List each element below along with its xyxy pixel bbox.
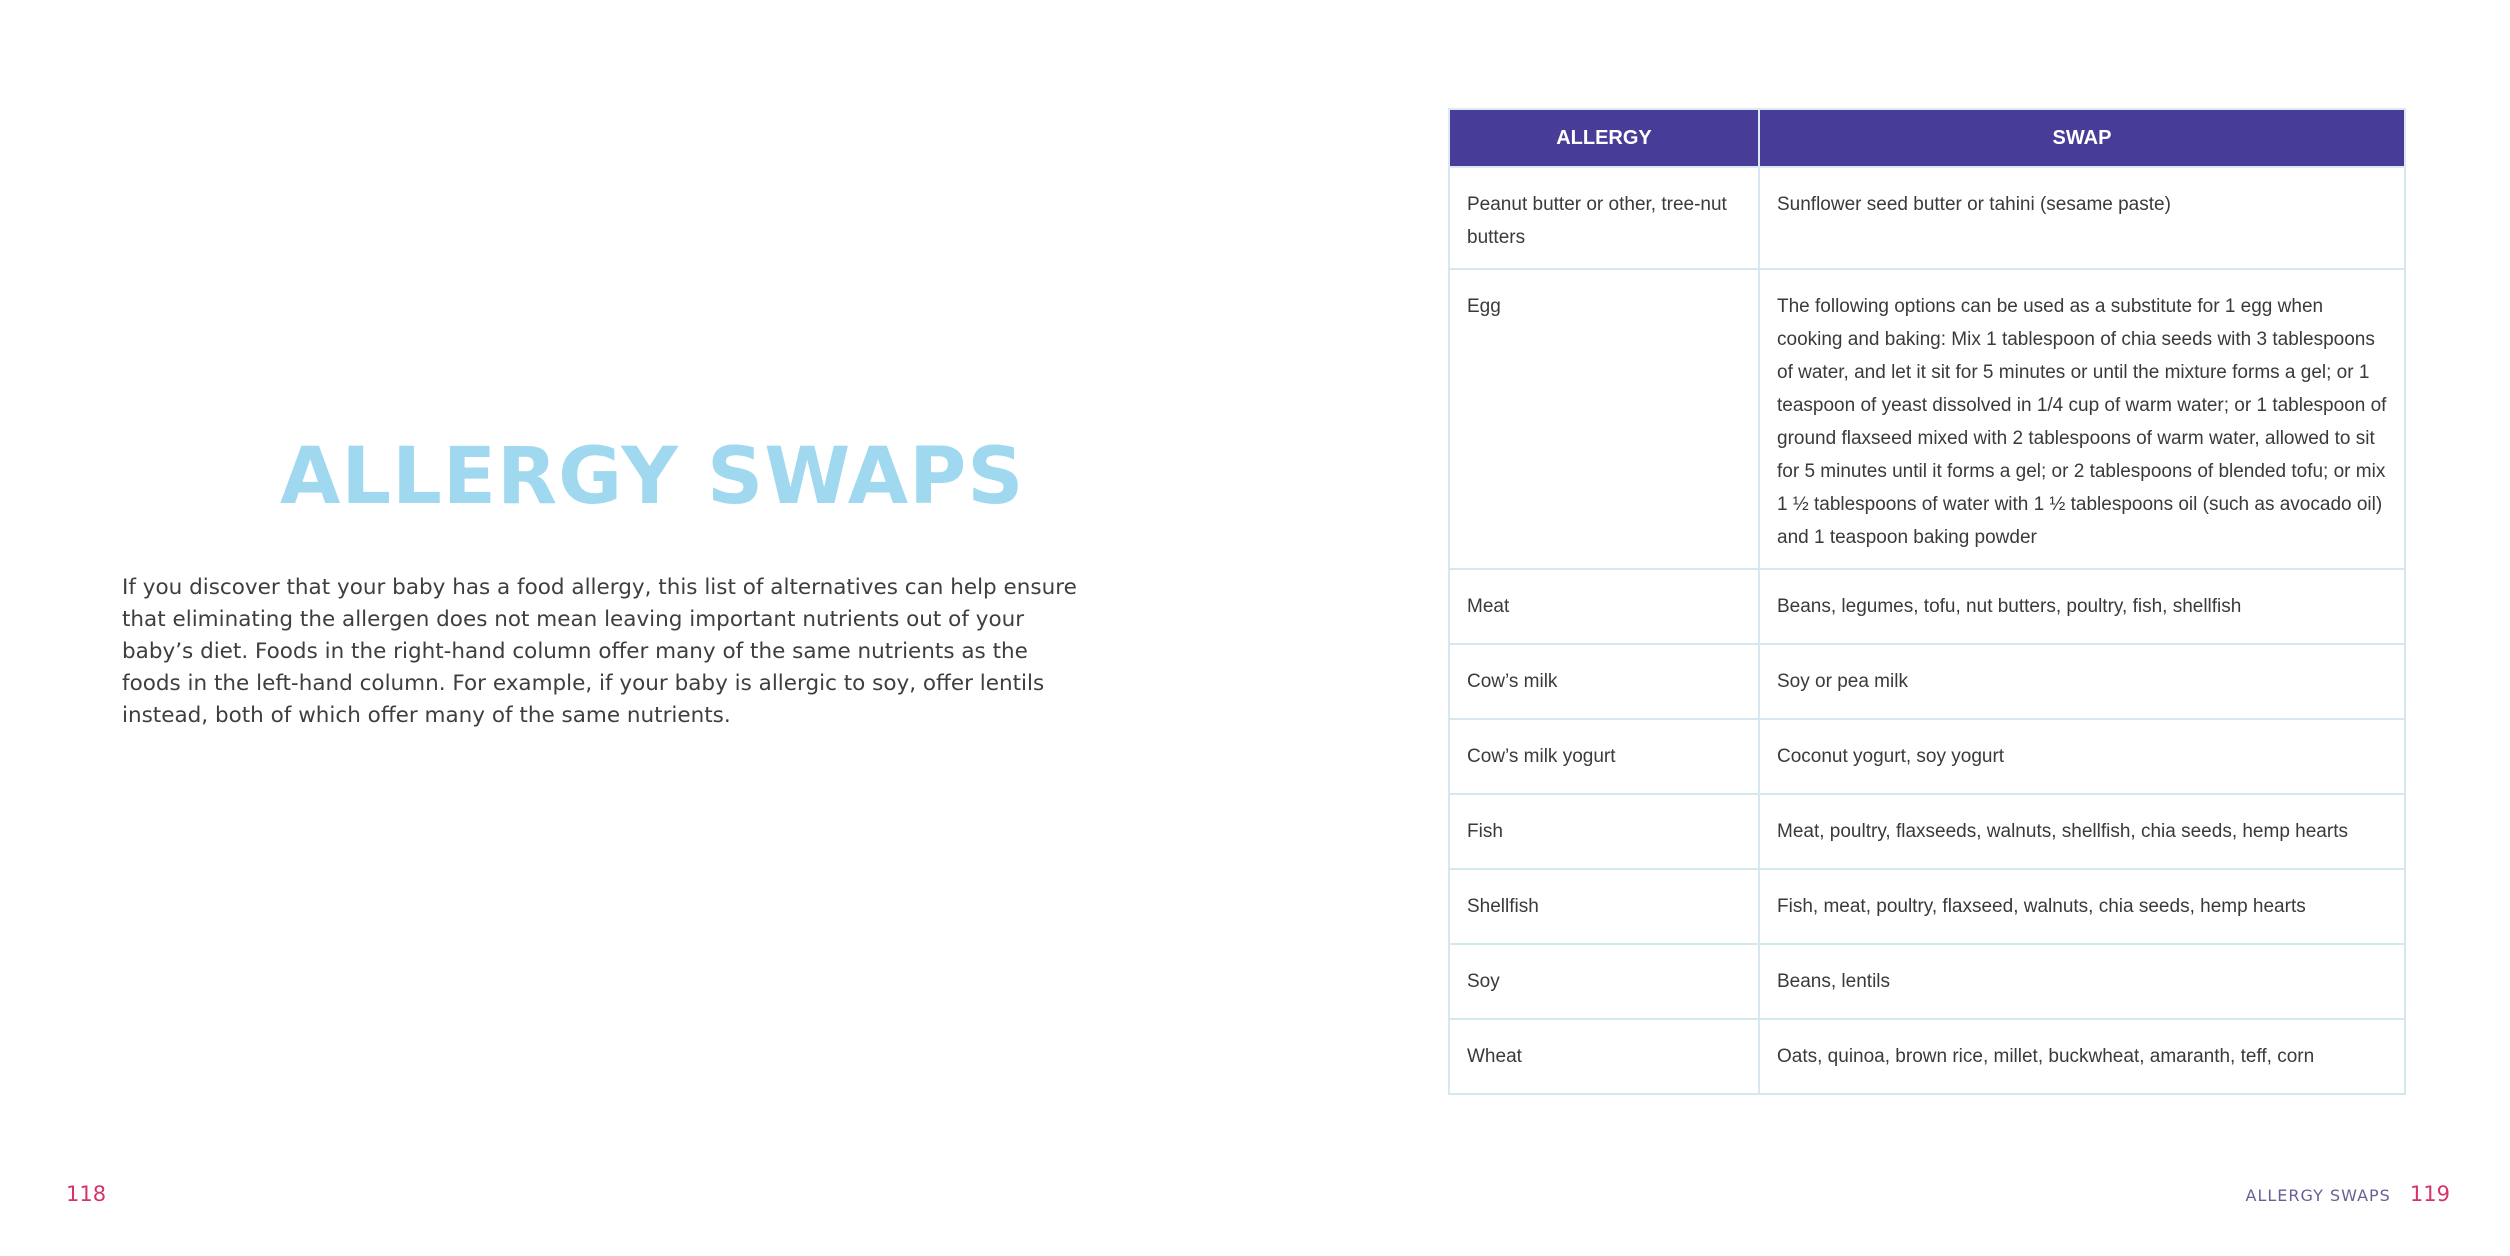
header-allergy: ALLERGY — [1449, 109, 1759, 167]
allergy-cell: Wheat — [1449, 1019, 1759, 1094]
allergy-swaps-table — [1448, 108, 2406, 1095]
allergy-cell: Fish — [1449, 794, 1759, 869]
swap-cell: Coconut yogurt, soy yogurt — [1759, 719, 2405, 794]
swap-cell: Soy or pea milk — [1759, 644, 2405, 719]
allergy-cell: Peanut butter or other, tree-nut butters — [1449, 167, 1759, 269]
allergy-cell: Meat — [1449, 569, 1759, 644]
swap-cell: Fish, meat, poultry, flaxseed, walnuts, chia seeds, hemp hearts — [1759, 869, 2405, 944]
table-row — [1449, 1019, 2405, 1094]
table-row — [1449, 869, 2405, 944]
allergy-cell: Cow’s milk — [1449, 644, 1759, 719]
swap-cell: Beans, legumes, tofu, nut butters, poultry, fish, shellfish — [1759, 569, 2405, 644]
header-swap: SWAP — [1759, 109, 2405, 167]
table-row — [1449, 719, 2405, 794]
table-row — [1449, 269, 2405, 569]
table-header-row — [1449, 109, 2405, 167]
table-row — [1449, 794, 2405, 869]
page-title: ALLERGY SWAPS — [280, 432, 1025, 522]
allergy-cell: Egg — [1449, 269, 1759, 569]
intro-paragraph: If you discover that your baby has a food allergy, this list of alternatives can help ensure that eliminating the allergen does not mean leaving important nutrients out of your baby’s diet. Foods in the right-hand column offer many of the same nutrients as the foods in the left-hand column. For example, if your baby is allergic to soy, offer lentils instead, both of which offer many of the same nutrients. — [122, 575, 1077, 728]
running-head: ALLERGY SWAPS — [2245, 1186, 2391, 1205]
allergy-cell: Cow’s milk yogurt — [1449, 719, 1759, 794]
table-row — [1449, 944, 2405, 1019]
page-number-right: 119 — [2409, 1182, 2450, 1206]
table-row — [1449, 644, 2405, 719]
allergy-cell: Soy — [1449, 944, 1759, 1019]
table-row — [1449, 167, 2405, 269]
allergy-cell: Shellfish — [1449, 869, 1759, 944]
footer-right — [2246, 1182, 2451, 1206]
page-number-left: 118 — [66, 1182, 107, 1206]
table-row — [1449, 569, 2405, 644]
swap-cell: The following options can be used as a substitute for 1 egg when cooking and baking: Mix 1 tablespoon of chia seeds with 3 tablespoons of water, and let it sit for 5 minutes or until the mixture forms a gel; or 1 teaspoon of yeast dissolved in 1/4 cup of warm water; or 1 tablespoon of ground flaxseed mixed with 2 tablespoons of warm water, allowed to sit for 5 minutes until it forms a gel; or 2 tablespoons of blended tofu; or mix 1 ½ tablespoons of water with 1 ½ tablespoons oil (such as avocado oil) and 1 teaspoon baking powder — [1759, 269, 2405, 569]
swap-cell: Sunflower seed butter or tahini (sesame paste) — [1759, 167, 2405, 269]
swap-cell: Oats, quinoa, brown rice, millet, buckwheat, amaranth, teff, corn — [1759, 1019, 2405, 1094]
swap-cell: Meat, poultry, flaxseeds, walnuts, shellfish, chia seeds, hemp hearts — [1759, 794, 2405, 869]
swap-cell: Beans, lentils — [1759, 944, 2405, 1019]
